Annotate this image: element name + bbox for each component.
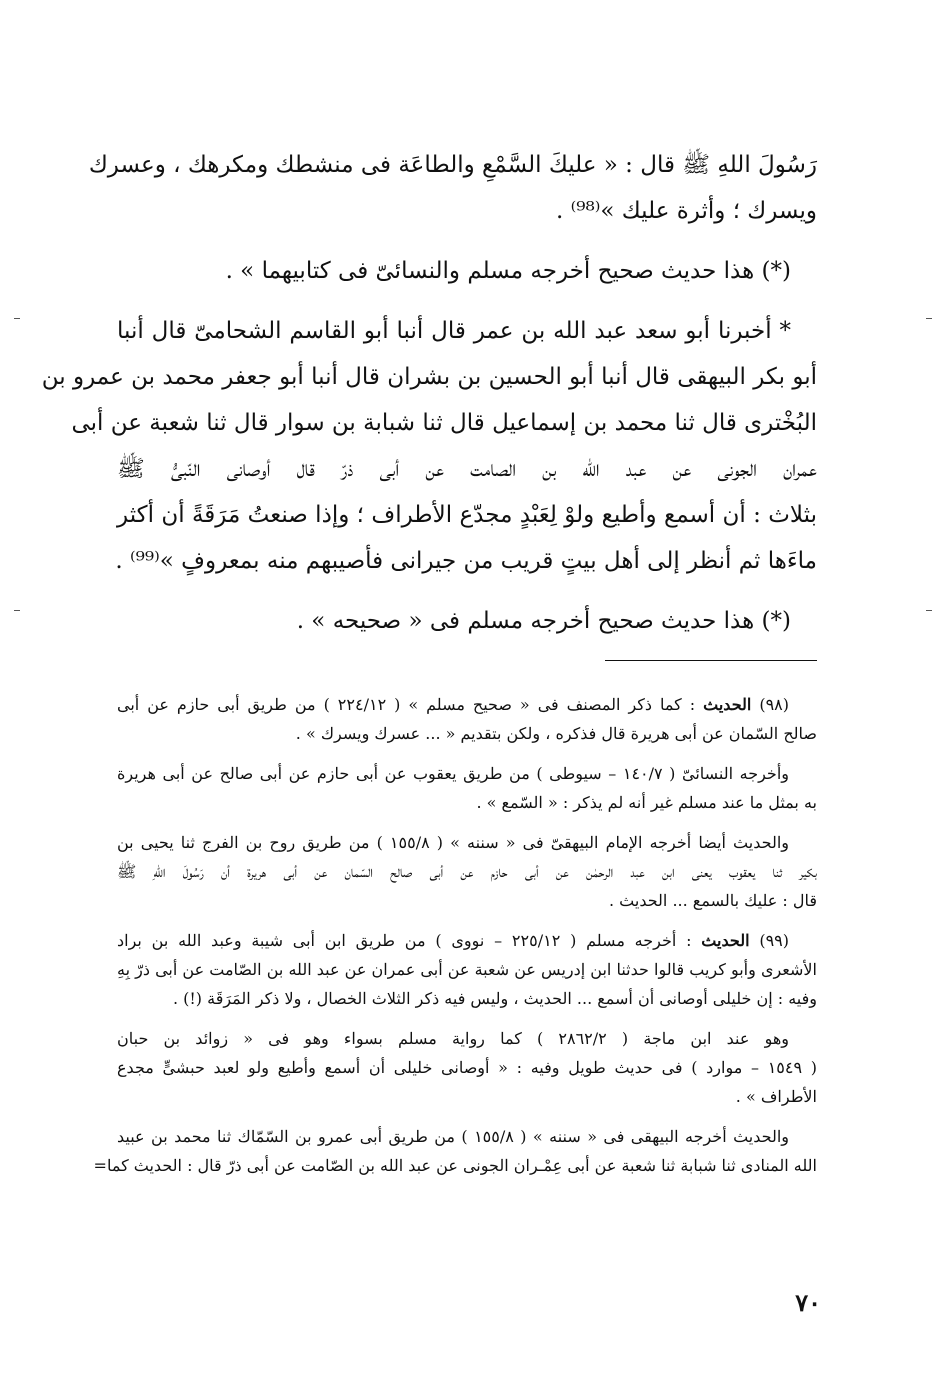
- body-line: ماءَها ثم أنظر إلى أهل بيتٍ قريب من جيرانى فأصيبهم منه بمعروفٍ »⁽⁹⁹⁾ .: [115, 548, 817, 574]
- body-line: البُخْترى قال ثنا محمد بن إسماعيل قال ثنا شبابة بن سوار قال ثنا شعبة عن أبى: [71, 410, 817, 436]
- body-line: بثلاث : أن أسمع وأطيع ولوْ لِعَبْدٍ مجدّع الأطراف ؛ وإذا صنعتُ مَرَقَةً أن أكثر: [117, 502, 817, 528]
- footnote-line: قال : عليك بالسمع ... الحديث .: [608, 891, 817, 910]
- footnote-line: به بمثل ما عند مسلم غير أنه لم يذكر : « السّمع » .: [476, 793, 817, 812]
- footnote-line: والحديث أخرجه البيهقى فى « سننه » ( ١٥٥/٨ ) من طريق أبى عمرو بن السّمّاك ثنا محمد بن عبيد: [117, 1127, 790, 1146]
- main-text: [41, 142, 817, 644]
- body-line: رَسُولَ اللهِ ﷺ قال : « عليكَ السَّمْعِ والطاعَة فى منشطك ومكرهك ، وعسرك: [88, 152, 817, 178]
- footnote-99-line: [117, 926, 817, 955]
- footnote-label: الحديث: [703, 695, 752, 714]
- margin-tick: [926, 610, 932, 611]
- footnote-line: والحديث أيضا أخرجه الإمام البيهقىّ فى « سننه » ( ١٥٥/٨ ) من طريق روح بن الفرج ثنا يحيى بن: [117, 833, 789, 852]
- footnote-98-line: [117, 690, 817, 719]
- body-line: * أخبرنا أبو سعد عبد الله بن عمر قال أنبا أبو القاسم الشحامىّ قال أنبا: [117, 318, 791, 344]
- page-number: ٧٠: [795, 1288, 821, 1317]
- footnote-text: : أخرجه مسلم ( ٢٢٥/١٢ – نووى ) من طريق ابن أبى شيبة وعبد الله بن براد: [117, 931, 692, 950]
- footnote-label: الحديث: [701, 931, 750, 950]
- margin-tick: [926, 318, 932, 319]
- body-line: ويسرك ؛ وأثرة عليك »⁽⁹⁸⁾ .: [556, 198, 817, 224]
- footnote-line: وهو عند ابن ماجة ( ٢٨٦٢/٢ ) كما رواية مسلم بسواء وهو فى « زوائد بن حبان: [117, 1029, 789, 1048]
- body-line: عمران الجونى عن عبد الله بن الصامت عن أبى ذرّ قال أوصانى النّبىُّ ﷺ: [117, 456, 817, 482]
- grading-note: (*) هذا حديث صحيح أخرجه مسلم فى « صحيحه » .: [296, 608, 791, 634]
- footnote-line: الأشعرى وأبو كريب قالوا حدثنا ابن إدريس عن شعبة عن أبى عمران عن عبد الله بن الصّامت عن أبى ذرّ بِهِ: [117, 960, 817, 979]
- margin-tick: [14, 318, 20, 319]
- footnote-line: ( ١٥٤٩ – موارد ) فى حديث طويل وفيه : « أوصانى خليلى أن أسمع وأطيع ولو لعبد حبشىٍّ مجدع: [117, 1058, 818, 1077]
- footnote-number: (٩٨): [759, 695, 790, 714]
- margin-tick: [14, 610, 20, 611]
- footnotes: [93, 690, 818, 1180]
- footnote-text: : كما ذكر المصنف فى « صحيح مسلم » ( ٢٢٤/١٢ ) من طريق أبى حازم عن أبى: [117, 695, 696, 714]
- footnote-separator: [605, 660, 817, 661]
- footnote-line: وأخرجه النسائىّ ( ١٤٠/٧ – سيوطى ) من طريق يعقوب عن أبى حازم عن أبى صالح عن أبى هريرة: [117, 764, 789, 783]
- footnote-line: الله المنادى ثنا شبابة ثنا شعبة عن أبى عِمْـران الجونى عن عبد الله بن الصّامت عن أبى ذرّ قال : الحديث كما=: [93, 1156, 817, 1175]
- footnote-line: بكير ثنا يعقوب يعنى ابن عبد الرحمٰن عن أبى حازم عن أبى صالح السّمان عن أبى هريرة أن رَسُولَ اللهِ ﷺ: [117, 862, 817, 881]
- footnote-line: الأطراف » .: [735, 1087, 817, 1106]
- footnote-line: صالح السّمان عن أبى هريرة قال فذكره ، ولكن بتقديم « ... عسرك ويسرك » .: [295, 724, 817, 743]
- grading-note: (*) هذا حديث صحيح أخرجه مسلم والنسائىّ فى كتابيهما » .: [225, 258, 791, 284]
- body-line: أبو بكر البيهقى قال أنبا أبو الحسين بن بشران قال أنبا أبو جعفر محمد بن عمرو بن: [41, 364, 817, 390]
- footnote-line: وفيه : إن خليلى أوصانى أن أسمع ... الحديث ، وليس فيه ذكر الثلاث الخصال ، ولا ذكر المَرَقَة (!) .: [172, 989, 817, 1008]
- footnote-number: (٩٩): [759, 931, 789, 950]
